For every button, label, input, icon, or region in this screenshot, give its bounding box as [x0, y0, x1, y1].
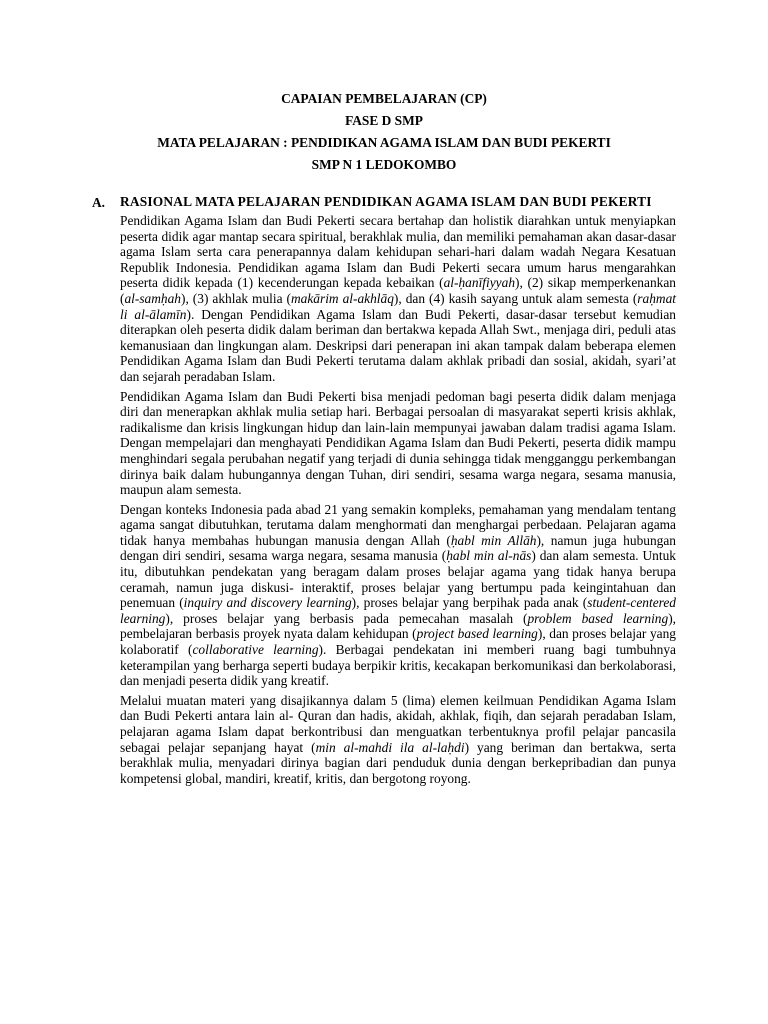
document-header — [92, 88, 676, 176]
italic-term: ḥabl min al-nās — [446, 548, 532, 564]
text-span: ), (3) akhlak mulia ( — [181, 290, 291, 306]
text-span: ), dan (4) kasih sayang untuk alam semesta ( — [393, 290, 638, 306]
text-span: ) dan alam semesta. Untuk itu, dibutuhkan pendekatan yang beragam dalam proses belajar agama yang tidak hanya berupa ceramah, namun juga diskusi- interaktif, proses belajar yang bertumpu pada keingintahuan dan penemuan ( — [120, 548, 676, 611]
text-span: Melalui muatan materi yang disajikannya dalam 5 (lima) elemen keilmuan Pendidikan Agama Islam dan Budi Pekerti antara lain al- Quran dan hadis, akidah, akhlak, fiqih, dan sejarah peradaban Islam, pelajaran agama Islam dapat berkontribusi dan menguatkan terbentuknya profil pelajar pancasila sebagai pelajar sepanjang hayat ( — [120, 692, 676, 755]
italic-term: inquiry and discovery learning — [183, 595, 352, 611]
header-phase: FASE D SMP — [345, 113, 423, 128]
italic-term: project based learning — [416, 626, 538, 642]
header-school: SMP N 1 LEDOKOMBO — [311, 157, 457, 172]
text-span: ), pembelajaran berbasis proyek nyata dalam kehidupan ( — [120, 610, 677, 642]
italic-term: al-samḥah — [124, 290, 182, 306]
italic-term: problem based learning — [527, 610, 669, 626]
text-span: Pendidikan Agama Islam dan Budi Pekerti secara bertahap dan holistik diarahkan untuk menyiapkan peserta didik agar mantap secara spiritual, berakhlak mulia, dan memiliki pemahaman akan dasar-dasar agama Islam serta cara penerapannya dalam kehidupan sehari-hari dalam wadah Negara Kesatuan Republik Indonesia. Pendidikan agama Islam dan Budi Pekerti secara umum harus mengarahkan peserta didik kepada (1) kecenderungan kepada kebaikan ( — [120, 213, 676, 291]
text-span: ). Berbagai pendekatan ini memberi ruang bagi tumbuhnya keterampilan yang berharga seperti budaya berpikir kritis, kecakapan berkomunikasi dan berkolaborasi, dan menjadi peserta didik yang kreatif. — [120, 642, 677, 689]
section-body — [120, 194, 676, 790]
text-span: ), proses belajar yang berpihak pada anak ( — [351, 595, 588, 611]
text-span: ), dan proses belajar yang kolaboratif ( — [120, 626, 676, 658]
paragraph-3 — [120, 502, 676, 689]
header-subject: MATA PELAJARAN : PENDIDIKAN AGAMA ISLAM DAN BUDI PEKERTI — [157, 135, 611, 150]
italic-term: makārim al-akhlāq — [291, 290, 394, 306]
section-title: RASIONAL MATA PELAJARAN PENDIDIKAN AGAMA ISLAM DAN BUDI PEKERTI — [120, 194, 652, 209]
paragraph-1 — [120, 213, 676, 385]
text-span: ), proses belajar yang berbasis pada pemecahan masalah ( — [165, 610, 528, 626]
text-span: ). Dengan Pendidikan Agama Islam dan Budi Pekerti, dasar-dasar tersebut kemudian diterapkan oleh peserta didik dalam beriman dan bertakwa kepada Allah Swt., menjaga diri, peduli atas kemanusiaan dan lingkungan alam. Deskripsi dari penerapan ini akan tampak dalam beberapa elemen Pendidikan Agama Islam dan Budi Pekerti terutama dalam akhlak pribadi dan sosial, akidah, syari’at dan sejarah peradaban Islam. — [120, 306, 676, 384]
italic-term: al-ḥanīfiyyah — [443, 275, 516, 291]
italic-term: student-centered learning — [120, 595, 676, 626]
paragraph-4 — [120, 693, 676, 787]
section-a — [92, 194, 676, 790]
text-span: ), namun juga hubungan dengan diri sendiri, sesama warga negara, sesama manusia ( — [120, 532, 676, 564]
italic-term: min al-mahdi ila al-laḥdi — [315, 739, 465, 755]
text-span: Dengan konteks Indonesia pada abad 21 yang semakin kompleks, pemahaman yang mendalam tentang agama sangat dibutuhkan, terutama dalam menghormati dan menghargai perbedaan. Pelajaran agama tidak hanya membahas hubungan manusia dengan Allah ( — [120, 501, 676, 548]
section-letter: A. — [92, 195, 106, 210]
text-span: ) yang beriman dan bertakwa, serta berakhlak mulia, menyadari dirinya bagian dari penduduk dunia dengan berkepribadian dan punya kompetensi global, mandiri, kreatif, kritis, dan bergotong royong. — [120, 739, 676, 786]
italic-term: collaborative learning — [192, 642, 319, 658]
italic-term: raḥmat li al-ālamīn — [120, 290, 676, 322]
italic-term: ḥabl min Allāh — [450, 532, 537, 548]
text-span: ), (2) sikap memperkenankan ( — [120, 275, 676, 306]
paragraph-2: Pendidikan Agama Islam dan Budi Pekerti bisa menjadi pedoman bagi peserta didik dalam menjaga diri dan menerapkan akhlak mulia setiap hari. Berbagai persoalan di masyarakat seperti krisis akhlak, radikalisme dan krisis lingkungan hidup dan lain-lain mempunyai jawaban dalam tradisi agama Islam. Dengan mempelajari dan menghayati Pendidikan Agama Islam dan Budi Pekerti, peserta didik mampu menghindari segala perubahan negatif yang terjadi di dunia sehingga tidak mengganggu perkembangan dirinya baik dalam hubungannya dengan Tuhan, diri sendiri, sesama warga negara, sesama manusia, maupun alam semesta. — [120, 388, 676, 498]
header-title: CAPAIAN PEMBELAJARAN (CP) — [281, 91, 487, 106]
